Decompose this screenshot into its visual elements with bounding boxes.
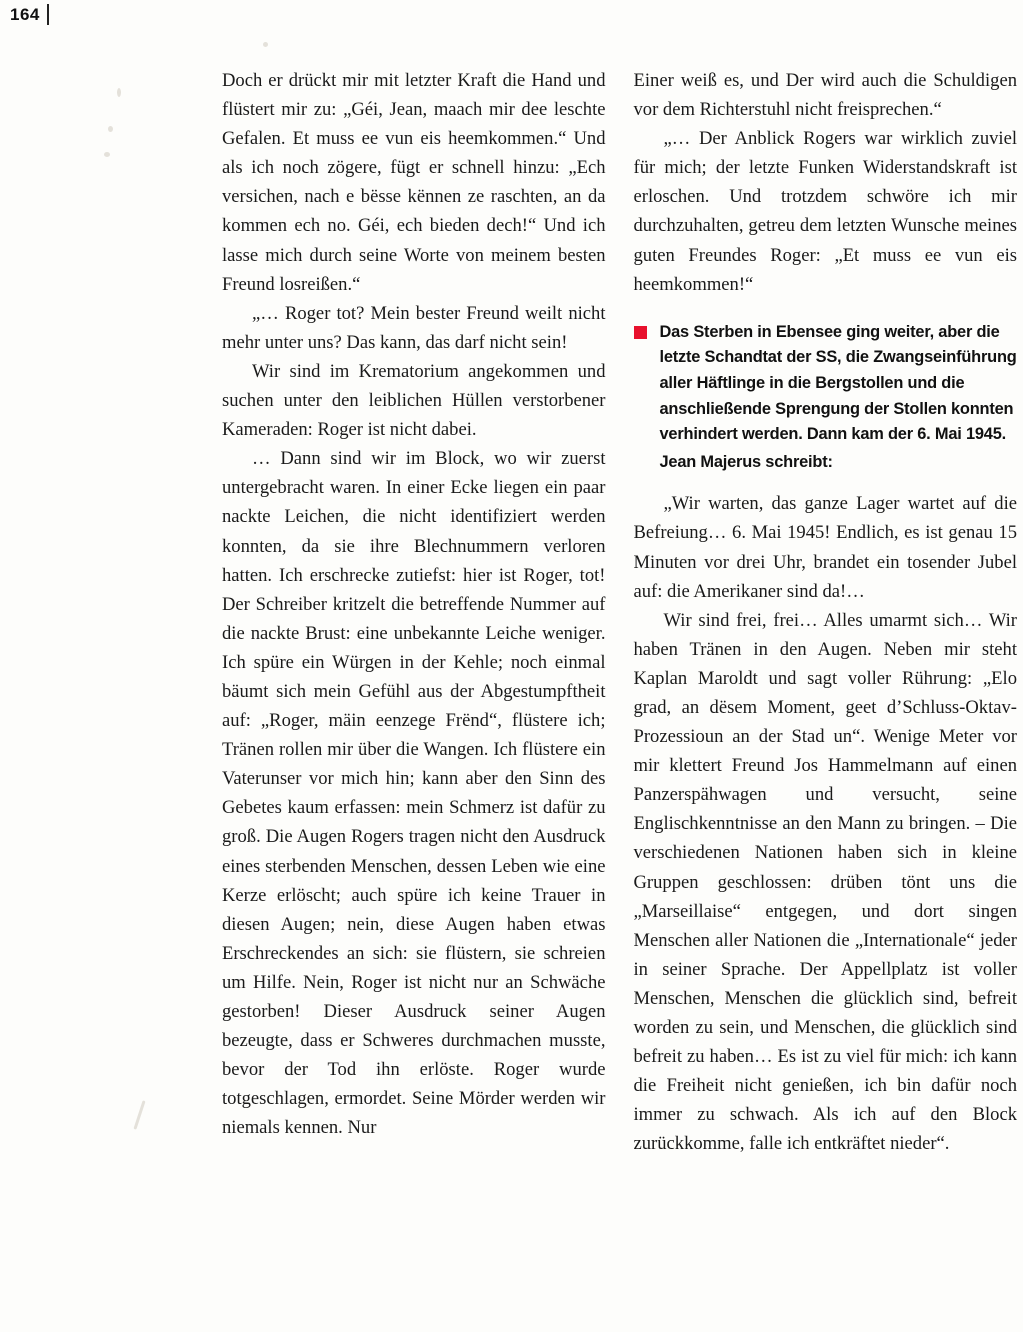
paragraph: Wir sind frei, frei… Alles umarmt sich… Wir haben Tränen in den Augen. Neben mir steht Kaplan Maroldt und sagt voller Rührung: „Elo grad, an dësem Moment, geet d’Schluss-Oktav-Prozessioun an der Stad un“. Wenige Meter vor mir klettert Freund Jos Hammelmann auf einen Panzerspähwagen und versucht, seine Englischkenntnisse an den Mann zu bringen. – Die verschiedenen Nationen haben sich in kleine Gruppen geschlossen: drüben tönt uns die „Marseillaise“ entgegen, und dort singen Menschen aller Nationen die „Internationale“ jeder in seiner Sprache. Der Appellplatz ist voller Menschen, Menschen die glücklich sind, befreit worden zu sein, und Menschen, die glücklich sind befreit zu haben… Es ist zu viel für mich: ich kann die Freiheit nicht genießen, ich bin dafür noch immer zu schwach. Als ich auf den Block zurückkomme, falle ich entkräftet nieder“.	[633, 609, 1017, 1155]
paragraph: „Wir warten, das ganze Lager wartet auf die Befreiung… 6. Mai 1945! Endlich, es ist genau 15 Minuten vor drei Uhr, brandet ein tosender Jubel auf: die Amerikaner sind da!…	[633, 493, 1017, 602]
scan-artifact	[133, 1100, 145, 1129]
page-number-rule	[47, 4, 49, 25]
highlighted-note-line2: Jean Majerus schreibt:	[659, 452, 833, 471]
highlighted-note	[634, 320, 1018, 476]
paragraph: „… Der Anblick Rogers war wirklich zuviel für mich; der letzte Funken Widerstandskraft ist erloschen. Und trotzdem schwöre ich mir durchzuhalten, getreu dem letzten Wunsche meines guten Freundes Roger: „Et muss ee vun eis heemkommen!“	[633, 128, 1017, 295]
page-number: 164	[10, 5, 40, 24]
page-header	[10, 6, 49, 25]
red-square-marker-icon	[634, 326, 647, 339]
text-columns	[222, 66, 1017, 1322]
scan-artifact	[263, 42, 268, 47]
highlighted-note-text	[660, 320, 1018, 476]
paragraph: … Dann sind wir im Block, wo wir zuerst untergebracht waren. In einer Ecke liegen ein paar nackte Leichen, die nicht identifiziert werden konnten, da sie ihre Blechnummern verloren hatten. Ich erschrecke zutiefst: hier ist Roger, tot! Der Schreiber kritzelt die betreffende Nummer auf die nackte Brust: eine unbekannte Leiche weniger. Ich spüre ein Würgen in der Kehle; noch einmal bäumt sich mein Gefühl aus der Abgestumpftheit auf: „Roger, mäin eenzege Frënd“, flüstere ich; Tränen rollen mir über die Wangen. Ich flüstere ein Vaterunser vor mich hin; kann aber den Sinn des Gebetes kaum erfassen: mein Schmerz ist dafür zu groß. Die Augen Rogers tragen nicht den Ausdruck eines sterbenden Menschen, dessen Leben wie eine Kerze erlöscht; auch spüre ich keine Trauer in diesen Augen; nein, diese Augen haben etwas Erschreckendes an sich: sie flüstern, sie schreien um Hilfe. Nein, Roger ist nicht nur an Schwäche gestorben! Dieser Ausdruck seiner Augen bezeugte, dass er Schweres durchmachen musste, bevor der Tod ihn erlöste. Roger wurde totgeschlagen, ermordet. Seine Mörder werden wir niemals kennen. Nur	[222, 448, 606, 1139]
scan-artifact	[117, 88, 121, 97]
column-left	[222, 66, 606, 1322]
highlighted-note-line1: Das Sterben in Ebensee ging weiter, aber die letzte Schandtat der SS, die Zwangseinführung aller Häftlinge in die Bergstollen und die anschließende Sprengung der Stollen konnten verhindert werden. Dann kam der 6. Mai 1945.	[659, 322, 1017, 444]
scan-artifact	[104, 152, 110, 157]
scan-artifact	[108, 126, 113, 132]
column-right	[634, 66, 1018, 1322]
paragraph: Einer weiß es, und Der wird auch die Schuldigen vor dem Richterstuhl nicht freisprechen.“	[633, 70, 1017, 121]
paragraph: Doch er drückt mir mit letzter Kraft die Hand und flüstert mir zu: „Géi, Jean, maach mir dee leschte Gefalen. Et muss ee vun eis heemkommen.“ Und als ich noch zögere, fügt er schnell hinzu: „Ech versichen, nach e bësse kënnen ze raschten, an da kommen ech no. Géi, ech bieden dech!“ Und ich lasse mich durch seine Worte von meinem besten Freund losreißen.“	[222, 70, 606, 295]
paragraph: „… Roger tot? Mein bester Freund weilt nicht mehr unter uns? Das kann, das darf nicht sein!	[222, 302, 606, 353]
paragraph: Wir sind im Krematorium angekommen und suchen unter den leiblichen Hüllen verstorbener Kameraden: Roger ist nicht dabei.	[222, 360, 606, 441]
